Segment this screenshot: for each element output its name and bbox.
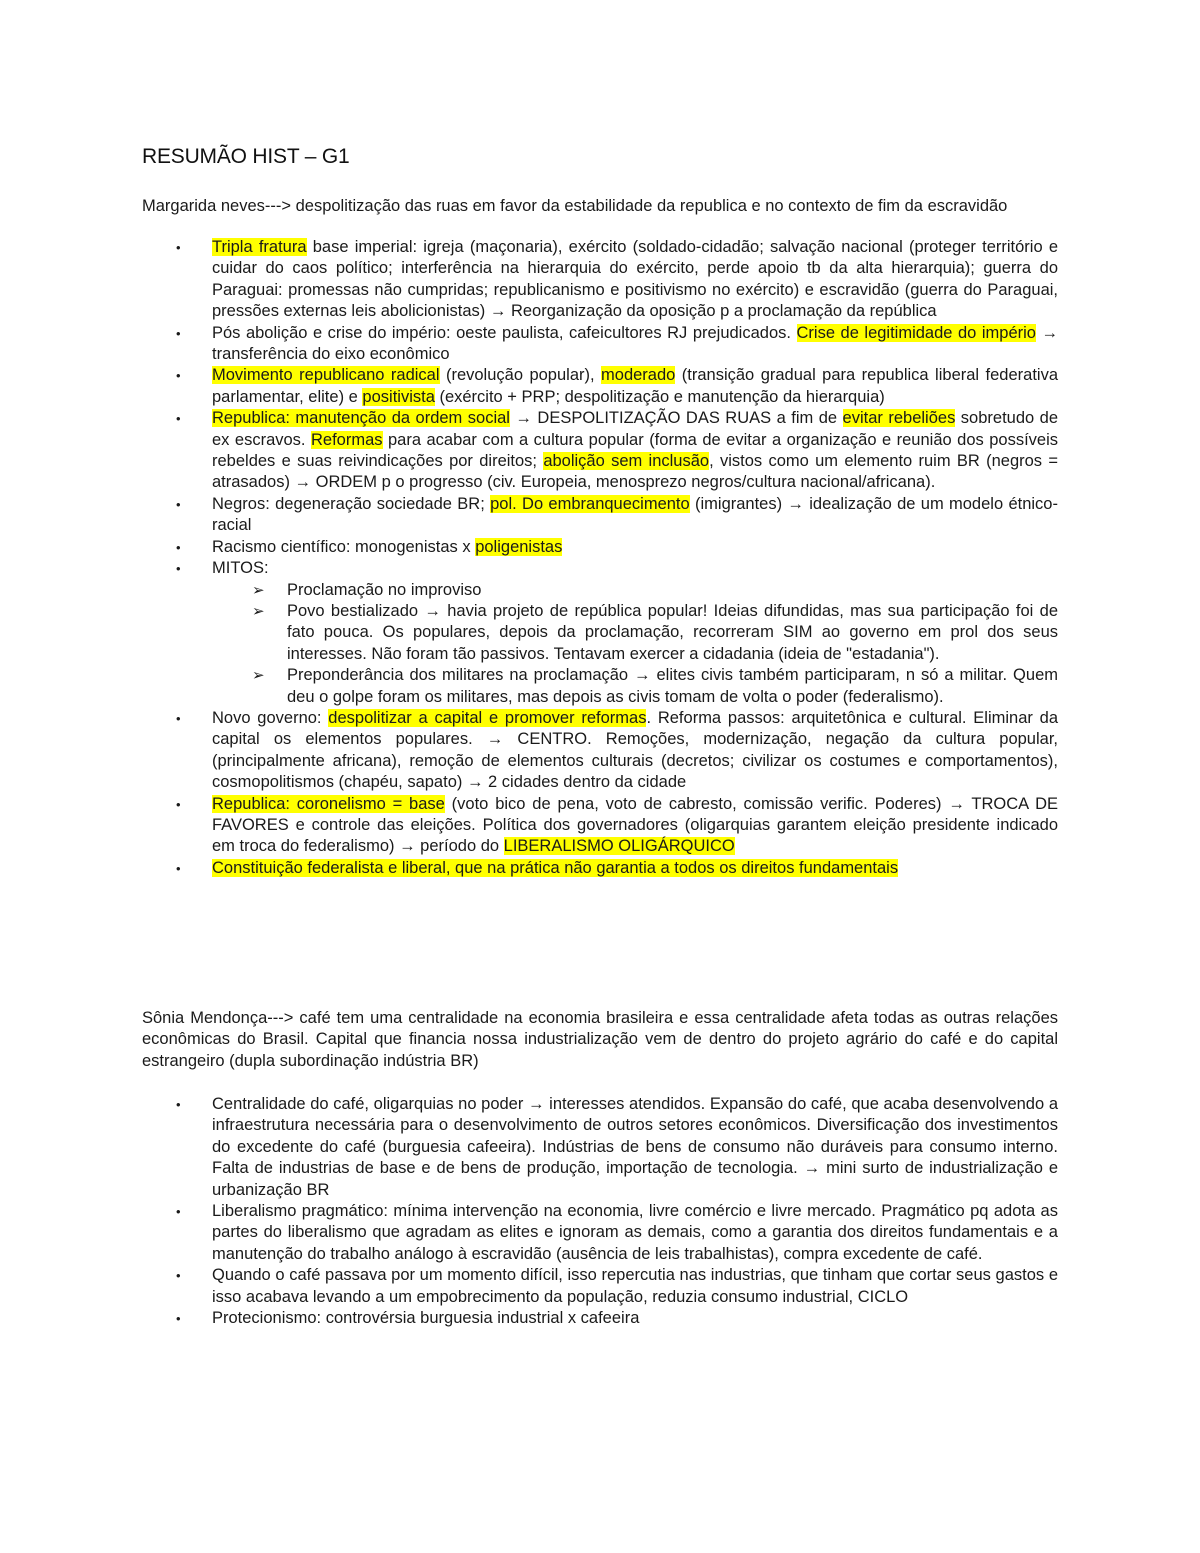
item-text: Pós abolição e crise do império: oeste paulista, cafeicultores RJ prejudicados.: [212, 323, 797, 342]
page-title: RESUMÃO HIST – G1: [142, 145, 350, 168]
list-item: [142, 323, 1058, 366]
item-text: (transição gradual para republica liberal federativa parlamentar, elite) e: [212, 366, 1058, 406]
item-text: sobretudo de ex escravos.: [212, 409, 1059, 449]
bullet-icon: •: [176, 368, 181, 384]
highlighted-text: positivista: [362, 387, 435, 406]
list-item: [142, 537, 1058, 558]
item-text: Proclamação no improviso: [287, 580, 482, 599]
bullet-icon: •: [176, 240, 181, 255]
sub-list-item: [212, 665, 1058, 708]
bullet-icon: •: [176, 1097, 181, 1112]
bullet-icon: •: [176, 710, 181, 726]
highlighted-text: pol. Do embranquecimento: [490, 494, 690, 513]
section-intro-margarida: Margarida neves---> despolitização das ruas em favor da estabilidade da republica e no contexto de fim da escravidão: [142, 197, 1008, 215]
highlighted-text: Republica: manutenção da ordem social: [212, 409, 510, 428]
arrow-bullet-icon: ➢: [252, 581, 265, 599]
bullet-list-section1: [142, 237, 1058, 879]
item-text: Liberalismo pragmático: mínima intervenção na economia, livre comércio e livre mercado. Pragmático pq adota as partes do liberalismo que agradam as elites e ignoram as demais, como a garantia dos direitos fundamentais e a manutenção do trabalho análogo à escravidão (ausência de leis trabalhistas), compra excedente de café.: [212, 1202, 1058, 1263]
highlighted-text: Tripla fratura: [212, 238, 307, 256]
item-text: (imigrantes) → idealização de um modelo étnico-racial: [212, 494, 1058, 535]
highlighted-text: moderado: [601, 366, 676, 385]
item-text: Centralidade do café, oligarquias no poder → interesses atendidos. Expansão do café, que acaba desenvolvendo a infraestrutura necessária para o desenvolvimento de outros setores econômicos. Diversificação dos investimentos do excedente do café (burguesia cafeeira). Indústrias de bens de consumo não duráveis para consumo interno. Falta de industrias de base e de bens de produção, importação de tecnologia. → mini surto de industrialização e urbanização BR: [212, 1095, 1058, 1199]
item-text: Preponderância dos militares na proclamação → elites civis também participaram, n só a militar. Quem deu o golpe foram os militares, mas depois as civis tomam de volta o poder (federalismo).: [287, 666, 1058, 706]
sub-list-mitos: [212, 580, 1058, 708]
item-text: Negros: degeneração sociedade BR;: [212, 494, 491, 513]
list-item: [142, 1201, 1058, 1265]
bullet-icon: •: [176, 796, 181, 812]
highlighted-text: despolitizar a capital e promover reformas: [328, 708, 647, 727]
item-text: → transferência do eixo econômico: [212, 323, 1058, 364]
highlighted-text: Republica: coronelismo = base: [212, 794, 445, 813]
list-item: [142, 794, 1058, 858]
bullet-icon: •: [176, 325, 181, 341]
bullet-icon: •: [176, 1268, 181, 1284]
item-text: Protecionismo: controvérsia burguesia industrial x cafeeira: [212, 1309, 640, 1328]
highlighted-text: evitar rebeliões: [842, 409, 956, 428]
bullet-icon: •: [176, 860, 181, 876]
highlighted-text: Crise de legitimidade do império: [796, 323, 1036, 342]
item-text: (exército + PRP; despolitização e manutenção da hierarquia): [434, 387, 885, 406]
list-item: [142, 708, 1058, 794]
item-text: → DESPOLITIZAÇÃO DAS RUAS a fim de: [509, 409, 843, 428]
highlighted-text: abolição sem inclusão: [543, 452, 710, 471]
sub-list-item: [212, 580, 1058, 601]
highlighted-text: Constituição federalista e liberal, que na prática não garantia a todos os direitos fundamentais: [212, 858, 899, 877]
list-item: [142, 237, 1058, 323]
item-text: Novo governo:: [212, 708, 329, 727]
list-item: [142, 494, 1058, 537]
section-intro-sonia: Sônia Mendonça---> café tem uma centralidade na economia brasileira e essa centralidade afeta todas as outras relações econômicas do Brasil. Capital que financia nossa industrialização vem de dentro do projeto agrário do café e do capital estrangeiro (dupla subordinação indústria BR): [142, 1009, 1058, 1070]
bullet-icon: •: [176, 496, 181, 512]
list-item: [142, 1265, 1058, 1308]
item-text: Racismo científico: monogenistas x: [212, 537, 476, 556]
item-text: Povo bestializado → havia projeto de república popular! Ideias difundidas, mas sua participação foi de fato pouca. Os populares, depois da proclamação, recorreram SIM ao governo em prol dos seus interesses. Não foram tão passivos. Tentavam exercer a cidadania (ideia de "estadania").: [287, 601, 1058, 663]
item-text: Quando o café passava por um momento difícil, isso repercutia nas industrias, que tinham que cortar seus gastos e isso acabava levando a um empobrecimento da população, reduzia consumo industrial, CICLO: [212, 1266, 1058, 1306]
arrow-bullet-icon: ➢: [252, 602, 265, 620]
item-text: (voto bico de pena, voto de cabresto, comissão verific. Poderes) → TROCA DE FAVORES e controle das eleições. Política dos governadores (oligarquias garantem eleição presidente indicado em troca do federalismo) → período do: [212, 794, 1058, 856]
bullet-icon: •: [176, 411, 181, 427]
item-text: para acabar com a cultura popular (forma de evitar a organização e reunião dos possíveis rebeldes e suas reivindicações por direitos;: [212, 430, 1058, 471]
item-text: , vistos como um elemento ruim BR (negros = atrasados) → ORDEM p o progresso (civ. Europeia, menosprezo negros/cultura nacional/africana).: [212, 452, 1058, 492]
highlighted-text: LIBERALISMO OLIGÁRQUICO: [503, 837, 735, 856]
sub-list-item: [212, 601, 1058, 665]
item-text: (revolução popular),: [439, 366, 602, 385]
item-text: base imperial: igreja (maçonaria), exército (soldado-cidadão; salvação nacional (proteger território e cuidar do caos político; interferência na hierarquia do exército, perde apoio tb da alta hierarquia); guerra do Paraguai: promessas não cumpridas; republicanismo e positivismo no exército) e escravidão (guerra do Paraguai, pressões externas leis abolicionistas) → Reorganização da oposição p a proclamação da república: [212, 238, 1059, 321]
bullet-list-section2: [142, 1094, 1058, 1329]
list-item: [142, 408, 1058, 494]
highlighted-text: Reformas: [310, 430, 383, 449]
list-item: [142, 365, 1058, 408]
highlighted-text: Movimento republicano radical: [212, 366, 440, 385]
bullet-icon: •: [176, 1204, 181, 1220]
bullet-icon: •: [176, 561, 181, 577]
arrow-bullet-icon: ➢: [252, 667, 265, 685]
item-text: MITOS:: [212, 559, 269, 578]
list-item: [142, 1308, 1058, 1329]
highlighted-text: poligenistas: [475, 537, 563, 556]
list-item: [142, 558, 1058, 708]
list-item: [142, 858, 1058, 879]
bullet-icon: •: [176, 1311, 181, 1327]
bullet-icon: •: [176, 539, 181, 555]
item-text: . Reforma passos: arquitetônica e cultural. Eliminar da capital os elementos populares. → CENTRO. Remoções, modernização, negação da cultura popular, (principalmente africana), remoção de elementos culturais (decretos; civilizar os costumes e comportamentos), cosmopolitismos (chapéu, sapato) → 2 cidades dentro da cidade: [212, 708, 1059, 792]
list-item: [142, 1094, 1058, 1201]
